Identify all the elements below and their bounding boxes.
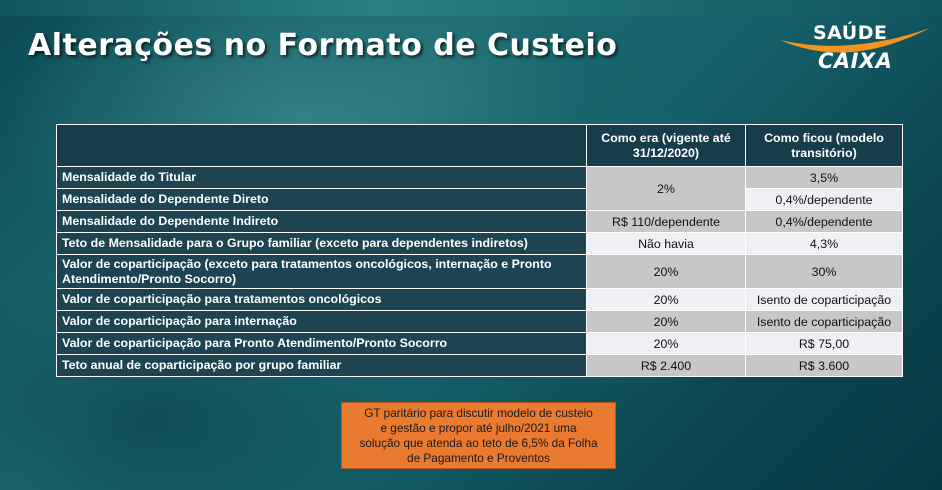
table-row [57,255,903,289]
row-label: Valor de coparticipação para Pronto Atendimento/Pronto Socorro [57,333,587,355]
table-row [57,189,903,211]
table-row [57,289,903,311]
cell-depois: 4,3% [746,233,903,255]
row-label: Valor de coparticipação para internação [57,311,587,333]
cell-antes: 20% [587,289,746,311]
saude-caixa-logo [778,18,932,82]
table-row [57,167,903,189]
row-label: Valor de coparticipação (exceto para tratamentos oncológicos, internação e Pronto Atendimento/Pronto Socorro) [57,255,587,289]
table-row [57,333,903,355]
table-row [57,311,903,333]
row-label: Teto anual de coparticipação por grupo familiar [57,355,587,377]
note-line: GT paritário para discutir modelo de custeio [364,406,593,420]
header-blank-cell [57,125,587,167]
table-header-row [57,125,903,167]
table-row [57,355,903,377]
cell-antes: Não havia [587,233,746,255]
row-label: Mensalidade do Titular [57,167,587,189]
logo-text-caixa: CAIXA [818,49,893,73]
cell-depois: 0,4%/dependente [746,189,903,211]
cell-antes: R$ 110/dependente [587,211,746,233]
cell-antes: 2% [587,167,746,211]
cell-antes: 20% [587,311,746,333]
row-label: Mensalidade do Dependente Direto [57,189,587,211]
cell-depois: Isento de coparticipação [746,311,903,333]
top-band [0,0,942,16]
header-como-era: Como era (vigente até 31/12/2020) [587,125,746,167]
cell-depois: 0,4%/dependente [746,211,903,233]
note-line: solução que atenda ao teto de 6,5% da Folha [359,436,598,450]
row-label: Teto de Mensalidade para o Grupo familiar (exceto para dependentes indiretos) [57,233,587,255]
cell-antes: 20% [587,333,746,355]
cell-depois: 3,5% [746,167,903,189]
note-line: de Pagamento e Proventos [407,451,550,465]
logo-text-saude: SAÚDE [813,22,888,44]
row-label: Mensalidade do Dependente Indireto [57,211,587,233]
gt-note-box [341,402,616,469]
header-como-ficou: Como ficou (modelo transitório) [746,125,903,167]
table-row [57,211,903,233]
slide-title: Alterações no Formato de Custeio [28,28,618,63]
cell-antes: R$ 2.400 [587,355,746,377]
cell-antes: 20% [587,255,746,289]
cell-depois: R$ 3.600 [746,355,903,377]
row-label: Valor de coparticipação para tratamentos oncológicos [57,289,587,311]
cell-depois: 30% [746,255,903,289]
note-line: e gestão e propor até julho/2021 uma [380,421,577,435]
table-row [57,233,903,255]
custeio-table [56,124,903,377]
cell-depois: Isento de coparticipação [746,289,903,311]
cell-depois: R$ 75,00 [746,333,903,355]
